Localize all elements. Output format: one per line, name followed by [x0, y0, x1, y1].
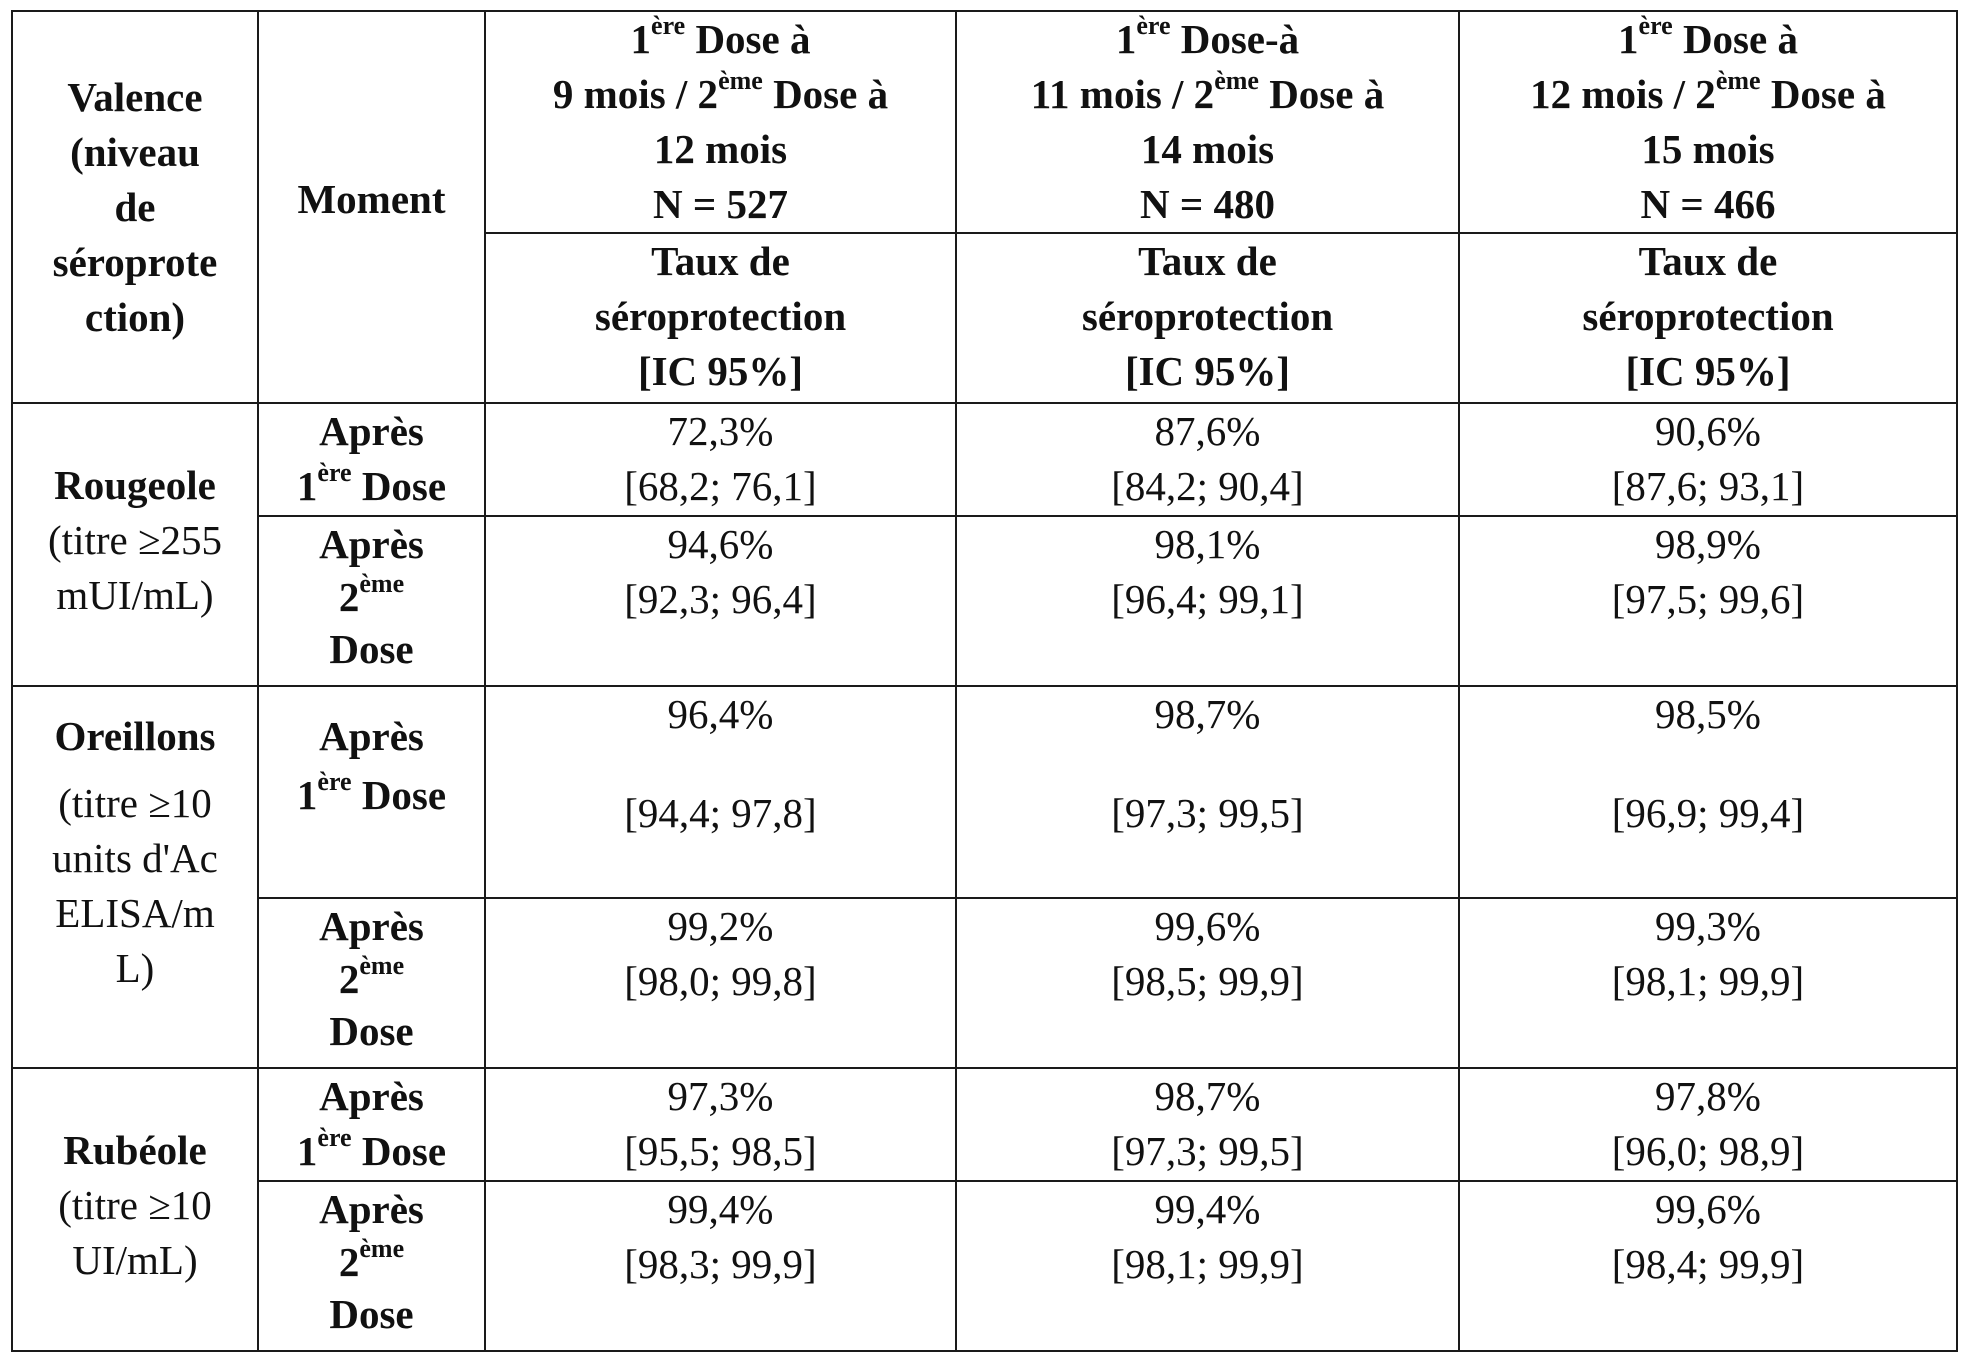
- group-dose2-age: 15 mois: [1641, 126, 1775, 172]
- valence-criterion-line: L): [115, 945, 155, 991]
- valence-cell-rubeole: [12, 1068, 258, 1351]
- rate-header-line: séroprotection: [1081, 293, 1334, 339]
- seroprotection-table: [11, 10, 1958, 1352]
- table-row: [12, 898, 1957, 1068]
- moment-after-dose-2: Après 2ème Dose: [258, 898, 485, 1068]
- rate-header-1: [485, 233, 956, 403]
- rate-header-line: séroprotection: [594, 293, 847, 339]
- value-cell: 99,6% [98,4; 99,9]: [1459, 1181, 1957, 1351]
- value-cell: 97,8% [96,0; 98,9]: [1459, 1068, 1957, 1181]
- value-cell: 87,6% [84,2; 90,4]: [956, 403, 1459, 516]
- moment-after-dose-2: Après 2ème Dose: [258, 516, 485, 686]
- group-dose1: 1ère Dose à: [1618, 11, 1798, 62]
- value-cell: 96,4% [94,4; 97,8]: [485, 686, 956, 898]
- valence-name: Rubéole: [63, 1127, 207, 1173]
- moment-after-dose-2: Après 2ème Dose: [258, 1181, 485, 1351]
- group-dose1: 1ère Dose à: [630, 11, 811, 62]
- header-row-groups: [12, 11, 1957, 233]
- value-cell: 98,9% [97,5; 99,6]: [1459, 516, 1957, 686]
- moment-after-dose-1: Après 1ère Dose: [258, 403, 485, 516]
- valence-criterion-line: units d'Ac: [52, 835, 218, 881]
- rate-header-line: [IC 95%]: [1625, 348, 1791, 394]
- value-cell: 98,7% [97,3; 99,5]: [956, 1068, 1459, 1181]
- group-header-3: [1459, 11, 1957, 233]
- group-n: N = 480: [1140, 181, 1275, 227]
- group-n: N = 466: [1640, 181, 1776, 227]
- valence-criterion-line: (titre ≥255: [48, 517, 222, 563]
- group-dose2-age: 14 mois: [1140, 126, 1275, 172]
- valence-name: Rougeole: [54, 462, 216, 508]
- group-header-1: [485, 11, 956, 233]
- rate-header-line: [IC 95%]: [1124, 348, 1291, 394]
- moment-after-dose-1: Après 1ère Dose: [258, 1068, 485, 1181]
- value-cell: 98,5% [96,9; 99,4]: [1459, 686, 1957, 898]
- rate-header-line: Taux de: [651, 238, 790, 284]
- value-cell: 97,3% [95,5; 98,5]: [485, 1068, 956, 1181]
- value-cell: 72,3% [68,2; 76,1]: [485, 403, 956, 516]
- moment-header: [258, 11, 485, 403]
- group-schedule: 9 mois / 2ème Dose à: [552, 66, 889, 117]
- moment-after-dose-1: Après 1ère Dose: [258, 686, 485, 898]
- moment-header-label: Moment: [297, 176, 446, 222]
- table-row: [12, 516, 1957, 686]
- group-schedule: 11 mois / 2ème Dose à: [1030, 66, 1385, 117]
- value-cell: 98,7% [97,3; 99,5]: [956, 686, 1459, 898]
- valence-header: [12, 11, 258, 403]
- valence-criterion-line: UI/mL): [72, 1237, 198, 1283]
- value-cell: 99,6% [98,5; 99,9]: [956, 898, 1459, 1068]
- group-schedule: 12 mois / 2ème Dose à: [1530, 66, 1886, 117]
- valence-header-line: séroprote: [52, 238, 218, 285]
- table-row: [12, 1181, 1957, 1351]
- rate-header-line: Taux de: [1138, 238, 1277, 284]
- value-cell: 99,4% [98,1; 99,9]: [956, 1181, 1459, 1351]
- table-row: [12, 686, 1957, 898]
- rate-header-2: [956, 233, 1459, 403]
- valence-cell-rougeole: [12, 403, 258, 686]
- table-row: [12, 403, 1957, 516]
- group-dose1: 1ère Dose-à: [1115, 11, 1300, 62]
- valence-header-line: Valence: [67, 73, 203, 120]
- valence-criterion-line: (titre ≥10: [58, 1182, 212, 1228]
- valence-name: Oreillons: [54, 713, 216, 759]
- valence-criterion-line: (titre ≥10: [58, 780, 212, 826]
- valence-header-line: ction): [84, 293, 186, 340]
- value-cell: 99,4% [98,3; 99,9]: [485, 1181, 956, 1351]
- value-cell: 99,3% [98,1; 99,9]: [1459, 898, 1957, 1068]
- valence-criterion-line: ELISA/m: [55, 890, 215, 936]
- rate-header-line: [IC 95%]: [637, 348, 804, 394]
- rate-header-line: Taux de: [1638, 238, 1778, 284]
- value-cell: 90,6% [87,6; 93,1]: [1459, 403, 1957, 516]
- group-header-2: [956, 11, 1459, 233]
- valence-header-line: (niveau: [70, 128, 200, 175]
- value-cell: 99,2% [98,0; 99,8]: [485, 898, 956, 1068]
- valence-header-line: de: [114, 183, 156, 230]
- group-n: N = 527: [653, 181, 788, 227]
- value-cell: 94,6% [92,3; 96,4]: [485, 516, 956, 686]
- valence-cell-oreillons: [12, 686, 258, 1068]
- rate-header-line: séroprotection: [1582, 293, 1834, 339]
- valence-criterion-line: mUI/mL): [56, 572, 214, 618]
- group-dose2-age: 12 mois: [653, 126, 788, 172]
- value-cell: 98,1% [96,4; 99,1]: [956, 516, 1459, 686]
- table-row: [12, 1068, 1957, 1181]
- rate-header-3: [1459, 233, 1957, 403]
